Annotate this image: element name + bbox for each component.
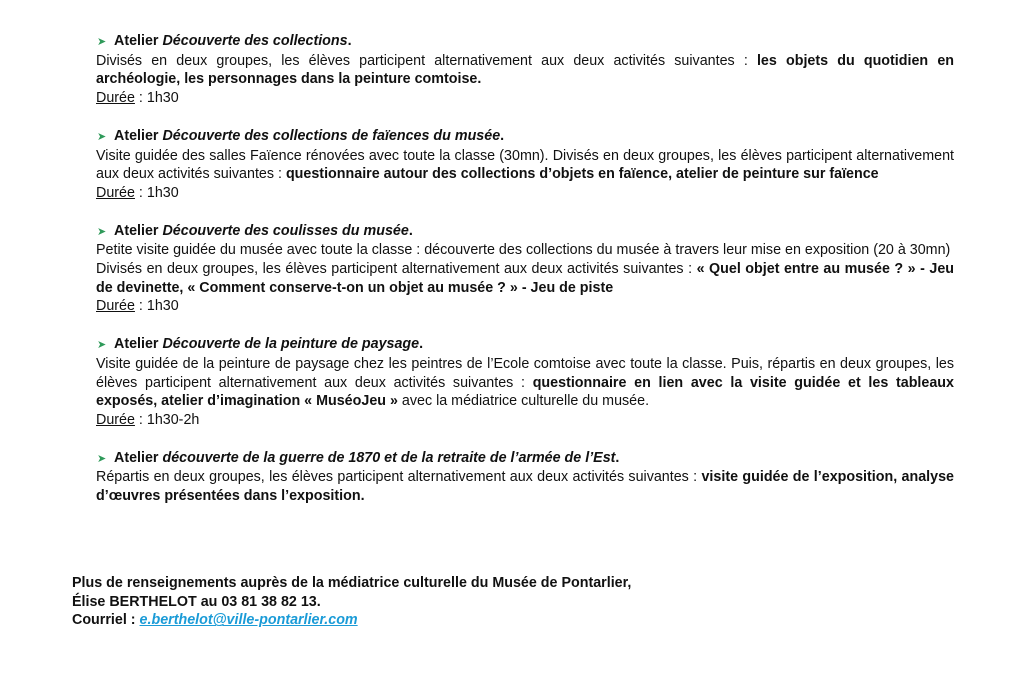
contact-line-1: Plus de renseignements auprès de la médiatrice culturelle du Musée de Pontarlier, (72, 575, 632, 591)
workshop-title (96, 335, 954, 355)
workshop-title-prefix: Atelier (114, 222, 163, 239)
description-bold: les objets du quotidien en archéologie, les personnages dans la peinture comtoise. (96, 52, 955, 88)
workshop-title-prefix: Atelier (114, 449, 163, 466)
description-bold: « Quel objet entre au musée ? » - Jeu de devinette, « Comment conserve-t-on un objet au musée ? » - Jeu de piste (96, 261, 955, 296)
workshop-title-prefix: Atelier (114, 127, 163, 144)
workshop-item (96, 449, 954, 506)
workshop-title-name: Découverte de la peinture de paysage (162, 336, 420, 353)
duration-sep: : (134, 90, 147, 107)
duration-value: 1h30 (146, 184, 179, 201)
duration-label: Durée (96, 411, 135, 428)
email-link[interactable]: e.berthelot@ville-pontarlier.com (139, 612, 358, 629)
duration-label: Durée (96, 184, 135, 201)
workshop-title-name: Découverte des collections de faïences du musée (162, 127, 501, 144)
workshop-description (96, 355, 954, 411)
workshop-title (96, 32, 954, 52)
duration-sep: : (134, 184, 147, 201)
workshop-duration (96, 297, 954, 316)
workshop-title-prefix: Atelier (114, 336, 163, 353)
chevron-right-icon: ➤ (97, 339, 107, 352)
description-bold: visite guidée de l’exposition, analyse d’œuvres présentées dans l’exposition. (96, 469, 954, 505)
workshop-item (96, 335, 954, 430)
email-label: Courriel : (72, 612, 140, 629)
description-bold: questionnaire autour des collections d’objets en faïence, atelier de peinture sur faïence (285, 166, 879, 183)
duration-value: 1h30 (146, 298, 179, 315)
description-text: Visite guidée de la peinture de paysage chez les peintres de l’Ecole comtoise avec toute la classe. Puis, répartis en deux groupes, les élèves participent alternativement aux deux activités suivantes : (96, 355, 954, 391)
description-text: Visite guidée des salles Faïence rénovées avec toute la classe (30mn). Divisés en deux groupes, les élèves participent alternativement aux deux activités suivantes : (96, 147, 954, 183)
workshop-title-end: . (408, 222, 413, 239)
workshop-duration (96, 411, 954, 430)
chevron-right-icon: ➤ (97, 130, 107, 143)
chevron-right-icon: ➤ (97, 225, 107, 238)
chevron-right-icon: ➤ (97, 36, 107, 48)
duration-label: Durée (96, 298, 135, 315)
workshop-item (96, 32, 954, 108)
workshop-item (96, 222, 954, 317)
duration-value: 1h30-2h (146, 411, 200, 428)
description-text: Petite visite guidée du musée avec toute la classe : découverte des collections du musée à travers leur mise en exposition (20 à 30mn) (96, 242, 951, 259)
workshop-title-end: . (500, 127, 505, 144)
contact-email-line (72, 611, 772, 630)
description-text: Répartis en deux groupes, les élèves participent alternativement aux deux activités suivantes : (96, 469, 702, 486)
chevron-right-icon: ➤ (97, 452, 107, 465)
description-bold: questionnaire en lien avec la visite guidée et les tableaux exposés, atelier d’imagination « MuséoJeu » (96, 374, 954, 410)
duration-sep: : (134, 411, 147, 428)
workshop-title-name: découverte de la guerre de 1870 et de la retraite de l’armée de l’Est (162, 449, 616, 466)
duration-label: Durée (96, 90, 135, 107)
duration-sep: : (134, 298, 147, 315)
workshop-item (96, 127, 954, 203)
workshop-title-end: . (347, 33, 352, 49)
workshop-description (96, 260, 954, 297)
description-text: Divisés en deux groupes, les élèves participent alternativement aux deux activités suivantes : (96, 261, 697, 278)
workshop-title (96, 222, 954, 242)
workshop-title-prefix: Atelier (114, 33, 163, 49)
workshop-description (96, 468, 954, 505)
workshop-title-end: . (419, 336, 424, 353)
contact-block (72, 574, 772, 630)
workshop-duration (96, 184, 954, 203)
workshop-list (96, 32, 954, 525)
duration-value: 1h30 (146, 90, 179, 107)
workshop-title (96, 127, 954, 147)
workshop-title-name: Découverte des collections (162, 33, 348, 49)
workshop-duration (96, 89, 954, 108)
workshop-description (96, 52, 954, 89)
workshop-description (96, 241, 954, 260)
description-after: avec la médiatrice culturelle du musée. (397, 393, 650, 410)
workshop-description (96, 147, 954, 184)
contact-line-2: Élise BERTHELOT au 03 81 38 82 13. (72, 593, 321, 610)
description-text: Divisés en deux groupes, les élèves participent alternativement aux deux activités suivantes : (96, 52, 757, 69)
workshop-title-name: Découverte des coulisses du musée (162, 222, 409, 239)
workshop-title-end: . (615, 449, 620, 466)
workshop-title (96, 449, 954, 469)
